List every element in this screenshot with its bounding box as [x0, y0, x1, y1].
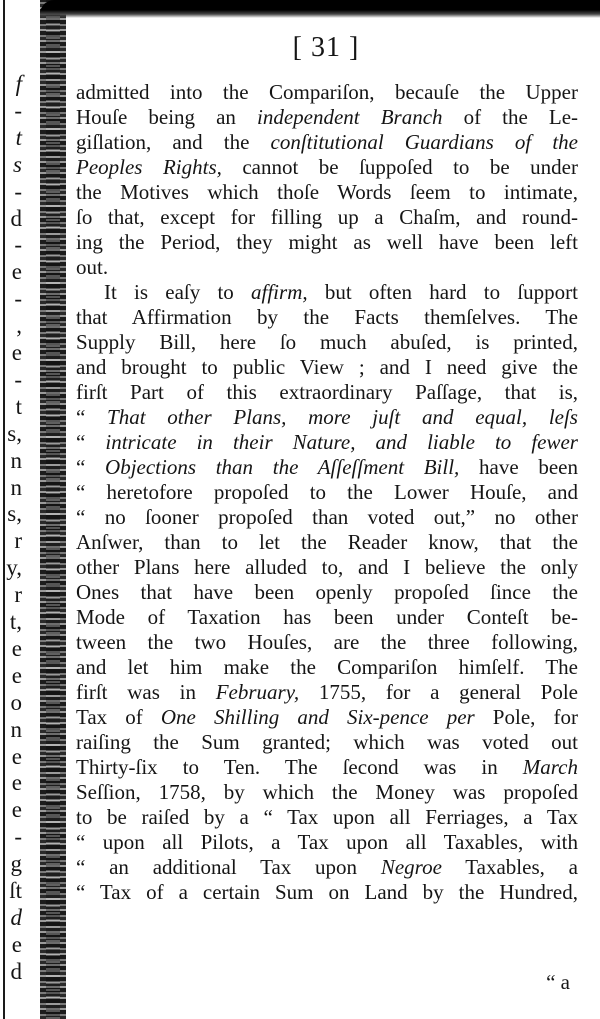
page-number: [ 31 ] — [292, 32, 360, 63]
text-line — [76, 680, 578, 705]
text-segment: Anſwer, than to let the Reader know, that the — [76, 530, 578, 554]
previous-page-fragment: - — [14, 178, 22, 204]
text-segment: “ — [76, 455, 106, 479]
text-segment: “ an additional Tax upon — [76, 855, 381, 879]
previous-page-fragment: s, — [7, 501, 22, 527]
previous-page-fragment: r — [14, 582, 22, 608]
text-line — [76, 830, 578, 855]
text-line — [76, 580, 578, 605]
previous-page-fragment: t — [15, 393, 22, 419]
italic-text: conſtitutional Guardians of the — [270, 130, 578, 154]
italic-text: Negroe — [380, 855, 442, 879]
text-line — [76, 480, 578, 505]
text-segment: admitted into the Compariſon, becauſe the Upper — [76, 80, 578, 104]
text-segment: ing the Period, they might as well have been left — [76, 230, 578, 254]
text-segment: 1755, for a general Pole — [299, 680, 579, 704]
text-segment: of the Le- — [442, 105, 579, 129]
text-line — [76, 530, 578, 555]
previous-page-fragment: g — [10, 851, 22, 877]
previous-page-fragment: - — [14, 97, 22, 123]
text-segment: cannot be ſuppoſed to be under — [221, 155, 578, 179]
previous-page-fragment: e — [11, 340, 22, 365]
previous-page-fragment: - — [14, 286, 22, 312]
catchword: “ a — [546, 970, 570, 994]
previous-page-fragment: e — [11, 259, 22, 285]
text-segment: out. — [76, 255, 109, 279]
previous-page-fragment: n — [10, 447, 22, 473]
text-segment: “ heretofore propoſed to the Lower Houſe, and — [76, 480, 578, 504]
text-line — [76, 705, 578, 730]
text-line — [76, 730, 578, 755]
book-binding — [40, 0, 66, 1019]
previous-page-fragment: e — [11, 797, 22, 823]
text-line — [76, 305, 578, 330]
text-segment: tween the two Houſes, are the three following, — [76, 630, 578, 654]
previous-page-fragment: , — [16, 313, 22, 339]
text-segment: “ — [76, 405, 108, 429]
text-segment: Houſe being an — [76, 105, 257, 129]
previous-page-fragment: e — [11, 662, 22, 688]
text-line — [76, 130, 578, 155]
text-segment: It is eaſy to — [104, 280, 252, 304]
text-segment: Mode of Taxation has been under Conteſt be- — [76, 605, 578, 629]
previous-page-fragment: ſt — [9, 878, 22, 903]
previous-page-fragment: f — [15, 71, 22, 96]
previous-page-fragment: s — [13, 151, 22, 177]
text-line — [76, 605, 578, 630]
previous-page-fragment: - — [14, 232, 22, 258]
text-line — [76, 630, 578, 655]
previous-page-fragment: r — [14, 528, 22, 554]
text-segment: Supply Bill, here ſo much abuſed, is printed, — [76, 330, 578, 354]
text-line — [76, 355, 578, 380]
text-line — [76, 280, 578, 305]
text-line — [76, 430, 578, 455]
text-segment: giſlation, and the — [76, 130, 271, 154]
text-segment: Pole, for — [474, 705, 578, 729]
text-segment: ſo that, except for filling up a Chaſm, and round- — [76, 205, 578, 229]
text-line — [76, 230, 578, 255]
text-line — [76, 255, 578, 280]
previous-page-fragment: t, — [9, 609, 22, 634]
text-segment: Taxables, a — [441, 855, 578, 879]
text-segment: the Motives which thoſe Words ſeem to intimate, — [76, 180, 578, 204]
previous-page-fragment: - — [14, 366, 22, 392]
text-line — [76, 155, 578, 180]
text-segment: “ Tax of a certain Sum on Land by the Hundred, — [76, 880, 578, 904]
text-line — [76, 330, 578, 355]
italic-text: One Shilling and Six-pence per — [160, 705, 475, 729]
text-line — [76, 880, 578, 905]
italic-text: March — [522, 755, 578, 779]
previous-page-fragment: n — [10, 474, 22, 500]
text-segment: “ upon all Pilots, a Tax upon all Taxables, with — [76, 830, 578, 854]
italic-text: intricate in their Nature, and liable to fewer — [105, 430, 578, 454]
previous-page-fragment: s, — [7, 420, 22, 446]
previous-page-fragment: e — [11, 931, 22, 957]
text-segment: and let him make the Compariſon himſelf. The — [76, 655, 578, 679]
text-line — [76, 80, 578, 105]
text-segment: “ — [76, 430, 106, 454]
text-line — [76, 655, 578, 680]
text-segment: firſt was in — [76, 680, 216, 704]
previous-page-fragment: n — [10, 716, 22, 742]
italic-text: affirm, — [251, 280, 308, 304]
body-text — [76, 80, 578, 905]
previous-page-fragment: d — [10, 904, 22, 930]
text-line — [76, 755, 578, 780]
text-segment: Tax of — [76, 705, 161, 729]
text-segment: to be raiſed by a “ Tax upon all Ferriages, a Tax — [76, 805, 578, 829]
text-segment: “ no ſooner propoſed than voted out,” no other — [76, 505, 578, 529]
text-line — [76, 780, 578, 805]
text-segment: Ones that have been openly propoſed ſince the — [76, 580, 578, 604]
text-segment: that Affirmation by the Facts themſelves. The — [76, 305, 578, 329]
previous-page-fragment: o — [10, 689, 22, 715]
previous-page-fragment: t — [15, 124, 22, 150]
text-line — [76, 855, 578, 880]
previous-page-fragment: e — [11, 743, 22, 769]
text-segment: other Plans here alluded to, and I believe the only — [76, 555, 578, 579]
text-line — [76, 105, 578, 130]
text-line — [76, 805, 578, 830]
text-segment: Thirty-ſix to Ten. The ſecond was in — [76, 755, 523, 779]
text-segment: but often hard to ſupport — [307, 280, 578, 304]
previous-page-fragment: d — [10, 958, 22, 984]
italic-text: That other Plans, more juſt and equal, leſs — [107, 405, 578, 429]
text-segment: and brought to public View ; and I need give the — [76, 355, 578, 379]
text-segment: firſt Part of this extraordinary Paſſage, that is, — [76, 380, 578, 404]
previous-page-fragment: d — [10, 205, 22, 231]
text-line — [76, 555, 578, 580]
italic-text: independent Branch — [257, 105, 443, 129]
text-line — [76, 180, 578, 205]
text-line — [76, 505, 578, 530]
italic-text: Objections than the Aſſeſſment Bill, — [105, 455, 460, 479]
page-edge — [3, 0, 5, 1019]
previous-page-fragment: e — [11, 635, 22, 661]
top-page-shadow — [40, 0, 600, 18]
text-segment: have been — [459, 455, 578, 479]
text-line — [76, 405, 578, 430]
text-line — [76, 205, 578, 230]
previous-page-fragment: e — [11, 770, 22, 796]
text-segment: raiſing the Sum granted; which was voted out — [76, 730, 578, 754]
text-segment: Seſſion, 1758, by which the Money was propoſed — [76, 780, 578, 804]
italic-text: February, — [215, 680, 300, 704]
italic-text: Peoples Rights, — [76, 155, 222, 179]
text-line — [76, 380, 578, 405]
text-line — [76, 455, 578, 480]
previous-page-fragment: - — [14, 824, 22, 850]
previous-page-fragment: y, — [6, 555, 22, 581]
